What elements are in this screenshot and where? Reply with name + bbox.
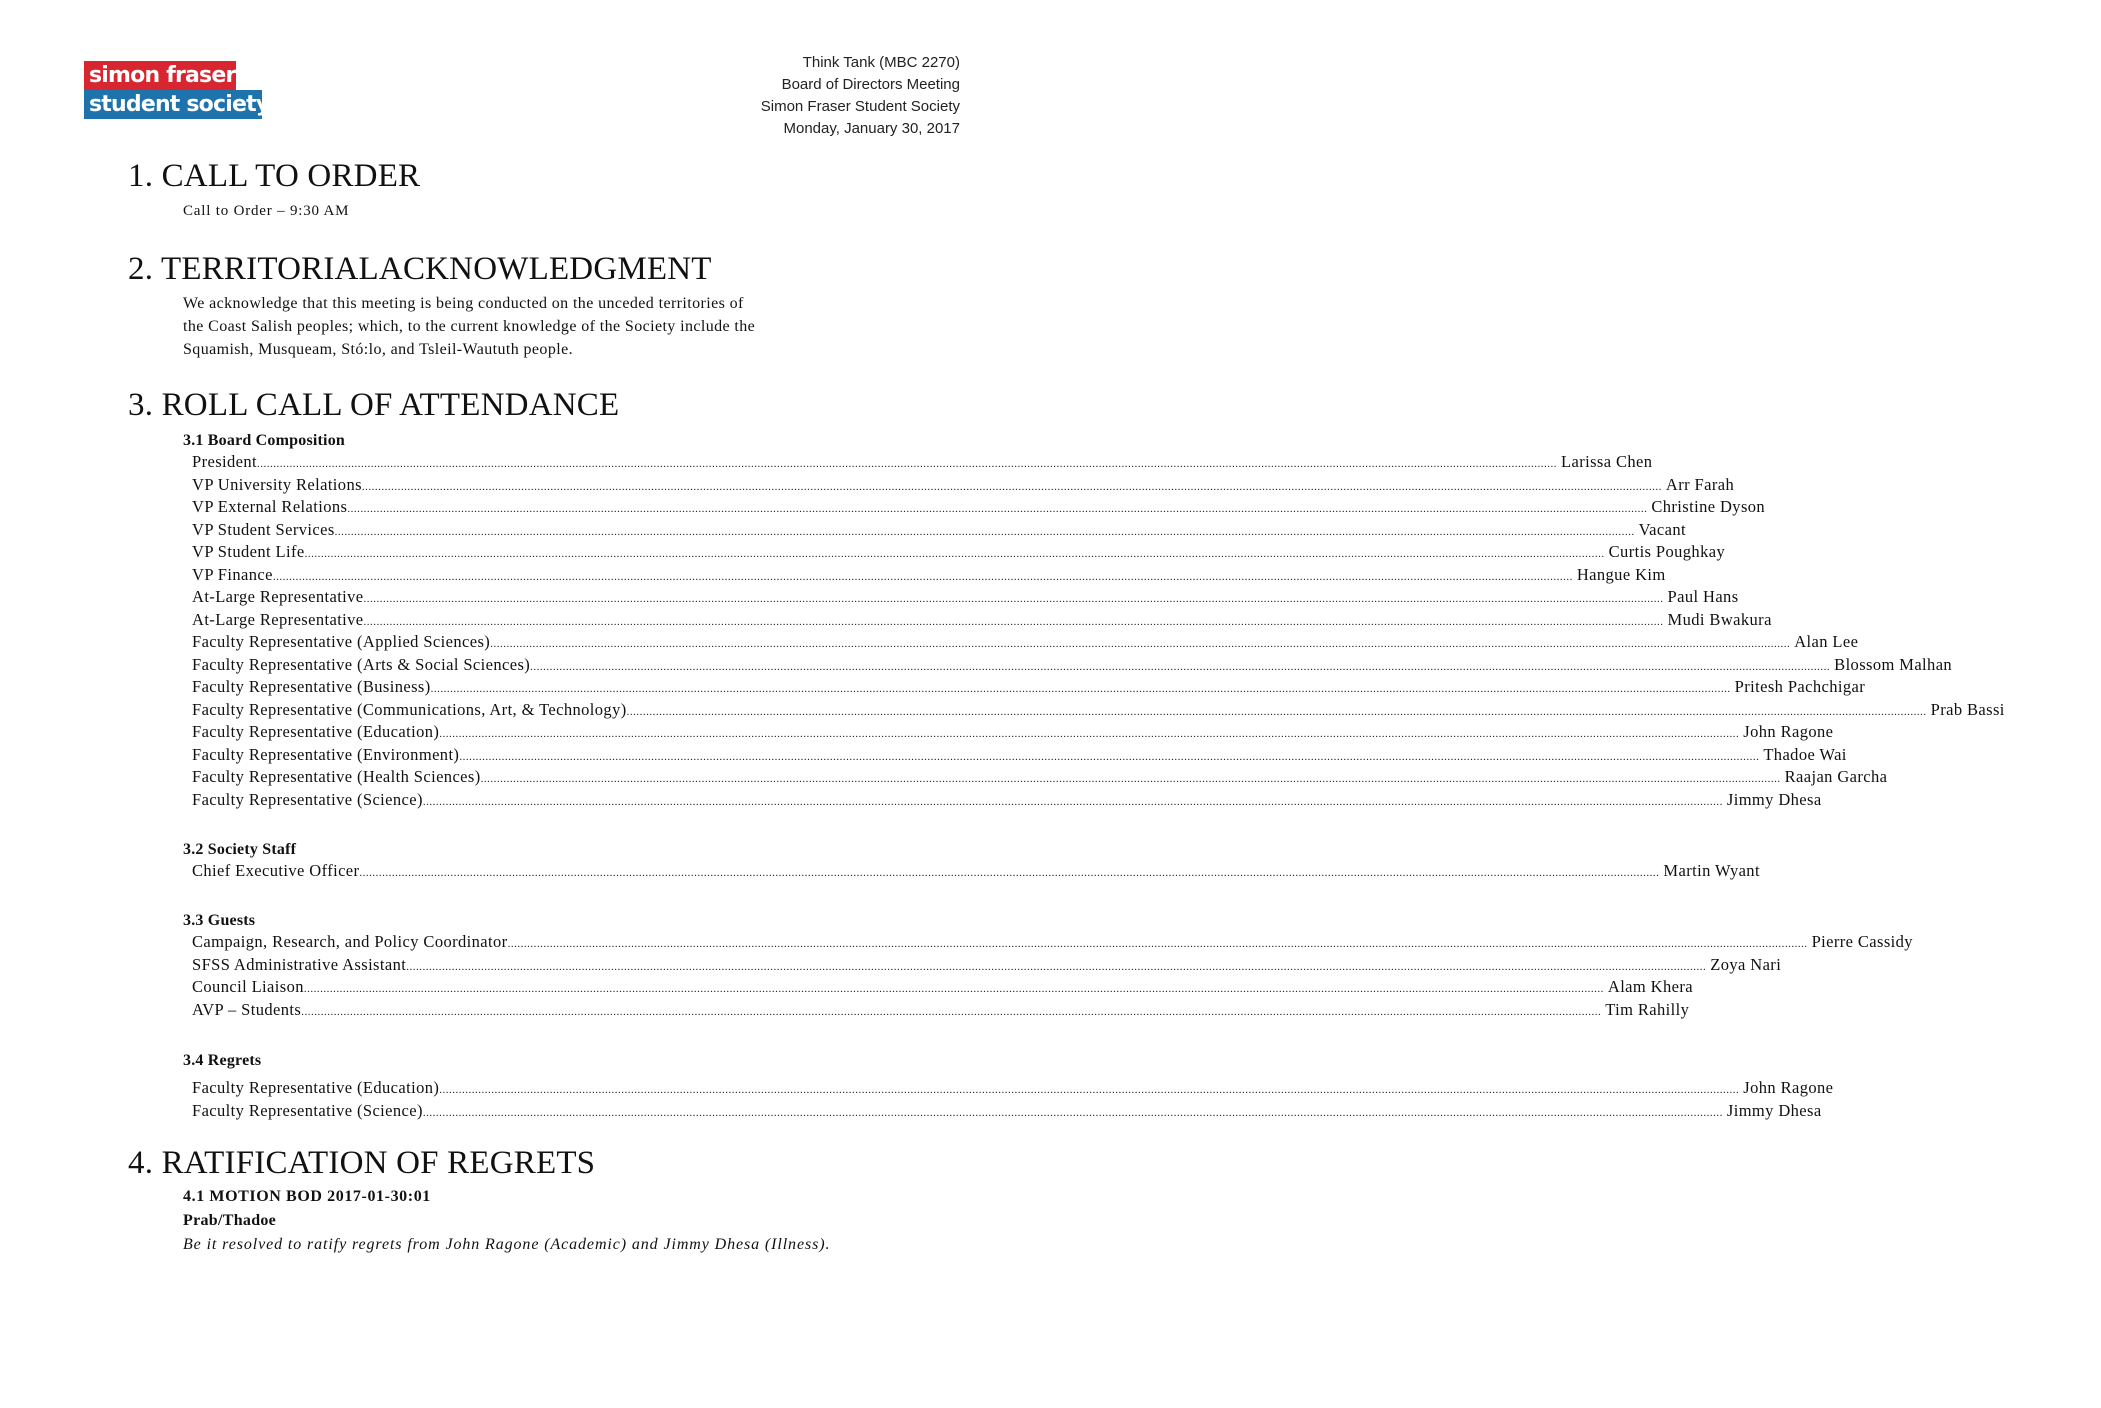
- section-territorial-acknowledgment: [128, 249, 948, 361]
- roll-call-row: [183, 954, 1782, 978]
- roll-call-row: [183, 767, 1888, 790]
- roll-call-name: Raajan Garcha: [1784, 767, 1888, 786]
- board-composition-title: 3.1 Board Composition: [183, 432, 345, 449]
- roll-call-row: [183, 632, 1859, 655]
- meeting-date: Monday, January 30, 2017: [783, 120, 960, 137]
- roll-call-role: VP Finance: [192, 564, 273, 584]
- roll-call-row: [183, 564, 1666, 588]
- regrets-list: [183, 1078, 1834, 1123]
- dot-leader: ................................................................................................................................................................................................................................................................................................................................................................................................................: [363, 615, 1664, 628]
- roll-call-role: Faculty Representative (Applied Sciences): [192, 632, 491, 651]
- regrets: [183, 1050, 1834, 1123]
- roll-call-name: Jimmy Dhesa: [1726, 789, 1822, 809]
- roll-call-role: Faculty Representative (Business): [192, 677, 431, 696]
- roll-call-role: Faculty Representative (Science): [192, 1100, 423, 1120]
- roll-call-name: Thadoe Wai: [1763, 744, 1847, 764]
- roll-call-role: Faculty Representative (Communications, Art, & Technology): [192, 699, 627, 719]
- acknowledgment-line: Squamish, Musqueam, Stó:lo, and Tsleil-Waututh people.: [183, 341, 573, 358]
- dot-leader: ................................................................................................................................................................................................................................................................................................................................................................................................................: [301, 1005, 1602, 1018]
- dot-leader: ................................................................................................................................................................................................................................................................................................................................................................................................................: [272, 570, 1573, 583]
- roll-call-role: At-Large Representative: [192, 587, 364, 606]
- roll-call-row: [183, 1078, 1834, 1101]
- motion-resolution: Be it resolved to ratify regrets from John Ragone (Academic) and Jimmy Dhesa (Illness).: [183, 1236, 831, 1253]
- roll-call-row: [183, 699, 2005, 723]
- roll-call-name: Larissa Chen: [1561, 452, 1653, 471]
- meeting-organization: Simon Fraser Student Society: [760, 98, 960, 115]
- roll-call-row: [183, 677, 1866, 700]
- roll-call-role: Faculty Representative (Environment): [192, 744, 460, 764]
- motion-block: [183, 1185, 948, 1257]
- board-composition: [183, 430, 2005, 812]
- roll-call-row: [183, 932, 1913, 955]
- roll-call-role: Faculty Representative (Science): [192, 789, 423, 809]
- roll-call-role: At-Large Representative: [192, 609, 364, 629]
- roll-call-role: SFSS Administrative Assistant: [192, 954, 407, 974]
- meeting-location: Think Tank (MBC 2270): [802, 54, 960, 71]
- dot-leader: ................................................................................................................................................................................................................................................................................................................................................................................................................: [257, 458, 1558, 470]
- roll-call-name: Prab Bassi: [1930, 699, 2005, 719]
- dot-leader: ................................................................................................................................................................................................................................................................................................................................................................................................................: [439, 728, 1740, 740]
- dot-leader: ................................................................................................................................................................................................................................................................................................................................................................................................................: [459, 750, 1760, 763]
- roll-call-name: Tim Rahilly: [1605, 999, 1690, 1019]
- dot-leader: ................................................................................................................................................................................................................................................................................................................................................................................................................: [480, 773, 1781, 785]
- roll-call-name: Pritesh Pachchigar: [1734, 677, 1866, 696]
- guests-title: 3.3 Guests: [183, 912, 256, 929]
- sfss-logo: [84, 61, 270, 119]
- roll-call-name: Blossom Malhan: [1834, 654, 1953, 674]
- regrets-title: 3.4 Regrets: [183, 1052, 262, 1069]
- staff-list: [183, 861, 1760, 884]
- acknowledgment-line: the Coast Salish peoples; which, to the current knowledge of the Society include the: [183, 318, 756, 335]
- roll-call-row: [183, 1100, 1822, 1124]
- logo-line-2: student society: [84, 90, 262, 119]
- roll-call-name: Hangue Kim: [1576, 564, 1666, 584]
- roll-call-role: Council Liaison: [192, 977, 304, 996]
- roll-call-name: Martin Wyant: [1663, 861, 1760, 880]
- roll-call-row: [183, 744, 1847, 768]
- roll-call-name: Mudi Bwakura: [1667, 609, 1772, 629]
- call-to-order-time: Call to Order – 9:30 AM: [183, 203, 350, 219]
- roll-call-row: [183, 474, 1735, 498]
- board-list: [183, 452, 2005, 812]
- dot-leader: ................................................................................................................................................................................................................................................................................................................................................................................................................: [430, 683, 1731, 695]
- heading-call-to-order: 1. CALL TO ORDER: [128, 158, 421, 194]
- roll-call-row: [183, 519, 1686, 543]
- motion-movers: Prab/Thadoe: [183, 1212, 277, 1229]
- heading-ratification: 4. RATIFICATION OF REGRETS: [128, 1145, 596, 1181]
- motion-number: 4.1 MOTION BOD 2017-01-30:01: [183, 1188, 431, 1205]
- acknowledgment-line: We acknowledge that this meeting is being conducted on the unceded territories of: [183, 295, 744, 312]
- acknowledgment-text: [183, 292, 948, 361]
- section-roll-call: [128, 385, 948, 425]
- heading-territorial-acknowledgment: 2. TERRITORIALACKNOWLEDGMENT: [128, 251, 712, 287]
- section-ratification: [128, 1143, 948, 1257]
- roll-call-row: [183, 977, 1693, 1000]
- roll-call-role: VP Student Life: [192, 542, 305, 561]
- roll-call-role: Faculty Representative (Health Sciences): [192, 767, 481, 786]
- dot-leader: ................................................................................................................................................................................................................................................................................................................................................................................................................: [334, 525, 1635, 538]
- dot-leader: ................................................................................................................................................................................................................................................................................................................................................................................................................: [347, 503, 1648, 515]
- roll-call-role: VP University Relations: [192, 474, 362, 494]
- dot-leader: ................................................................................................................................................................................................................................................................................................................................................................................................................: [363, 593, 1664, 605]
- roll-call-role: Faculty Representative (Education): [192, 1078, 440, 1097]
- roll-call-row: [183, 452, 1653, 475]
- guests: [183, 910, 1913, 1022]
- roll-call-name: Paul Hans: [1667, 587, 1739, 606]
- dot-leader: ................................................................................................................................................................................................................................................................................................................................................................................................................: [422, 795, 1723, 808]
- dot-leader: ................................................................................................................................................................................................................................................................................................................................................................................................................: [439, 1084, 1740, 1096]
- society-staff-title: 3.2 Society Staff: [183, 841, 297, 858]
- roll-call-role: Chief Executive Officer: [192, 861, 360, 880]
- roll-call-role: Faculty Representative (Education): [192, 722, 440, 741]
- section-call-to-order: [128, 156, 948, 223]
- logo-line-1: simon fraser: [84, 61, 236, 90]
- dot-leader: ................................................................................................................................................................................................................................................................................................................................................................................................................: [422, 1106, 1723, 1119]
- roll-call-role: Faculty Representative (Arts & Social Sciences): [192, 654, 531, 674]
- roll-call-row: [183, 861, 1760, 884]
- guests-list: [183, 932, 1913, 1022]
- roll-call-row: [183, 654, 1953, 678]
- roll-call-name: Alam Khera: [1607, 977, 1693, 996]
- roll-call-row: [183, 999, 1690, 1023]
- dot-leader: ................................................................................................................................................................................................................................................................................................................................................................................................................: [361, 480, 1662, 493]
- dot-leader: ................................................................................................................................................................................................................................................................................................................................................................................................................: [303, 983, 1604, 995]
- dot-leader: ................................................................................................................................................................................................................................................................................................................................................................................................................: [490, 638, 1791, 650]
- roll-call-name: Zoya Nari: [1710, 954, 1782, 974]
- society-staff: [183, 839, 1760, 884]
- roll-call-name: John Ragone: [1743, 722, 1834, 741]
- roll-call-role: VP External Relations: [192, 497, 348, 516]
- dot-leader: ................................................................................................................................................................................................................................................................................................................................................................................................................: [626, 705, 1927, 718]
- roll-call-role: Campaign, Research, and Policy Coordinator: [192, 932, 508, 951]
- roll-call-row: [183, 587, 1739, 610]
- roll-call-role: AVP – Students: [192, 999, 302, 1019]
- roll-call-row: [183, 542, 1726, 565]
- dot-leader: ................................................................................................................................................................................................................................................................................................................................................................................................................: [304, 548, 1605, 560]
- roll-call-role: VP Student Services: [192, 519, 335, 539]
- roll-call-name: Jimmy Dhesa: [1726, 1100, 1822, 1120]
- roll-call-name: Alan Lee: [1794, 632, 1859, 651]
- roll-call-name: Curtis Poughkay: [1608, 542, 1726, 561]
- roll-call-row: [183, 497, 1766, 520]
- roll-call-name: Pierre Cassidy: [1811, 932, 1913, 951]
- heading-roll-call: 3. ROLL CALL OF ATTENDANCE: [128, 387, 620, 423]
- dot-leader: ................................................................................................................................................................................................................................................................................................................................................................................................................: [359, 867, 1660, 879]
- roll-call-row: [183, 789, 1822, 813]
- roll-call-name: Arr Farah: [1665, 474, 1735, 494]
- meeting-type: Board of Directors Meeting: [781, 76, 960, 93]
- dot-leader: ................................................................................................................................................................................................................................................................................................................................................................................................................: [507, 938, 1808, 950]
- meeting-header: [761, 52, 960, 140]
- roll-call-name: Christine Dyson: [1651, 497, 1766, 516]
- roll-call-name: Vacant: [1638, 519, 1686, 539]
- dot-leader: ................................................................................................................................................................................................................................................................................................................................................................................................................: [530, 660, 1831, 673]
- dot-leader: ................................................................................................................................................................................................................................................................................................................................................................................................................: [406, 960, 1707, 973]
- roll-call-row: [183, 722, 1834, 745]
- roll-call-role: President: [192, 452, 258, 471]
- roll-call-row: [183, 609, 1772, 633]
- roll-call-name: John Ragone: [1743, 1078, 1834, 1097]
